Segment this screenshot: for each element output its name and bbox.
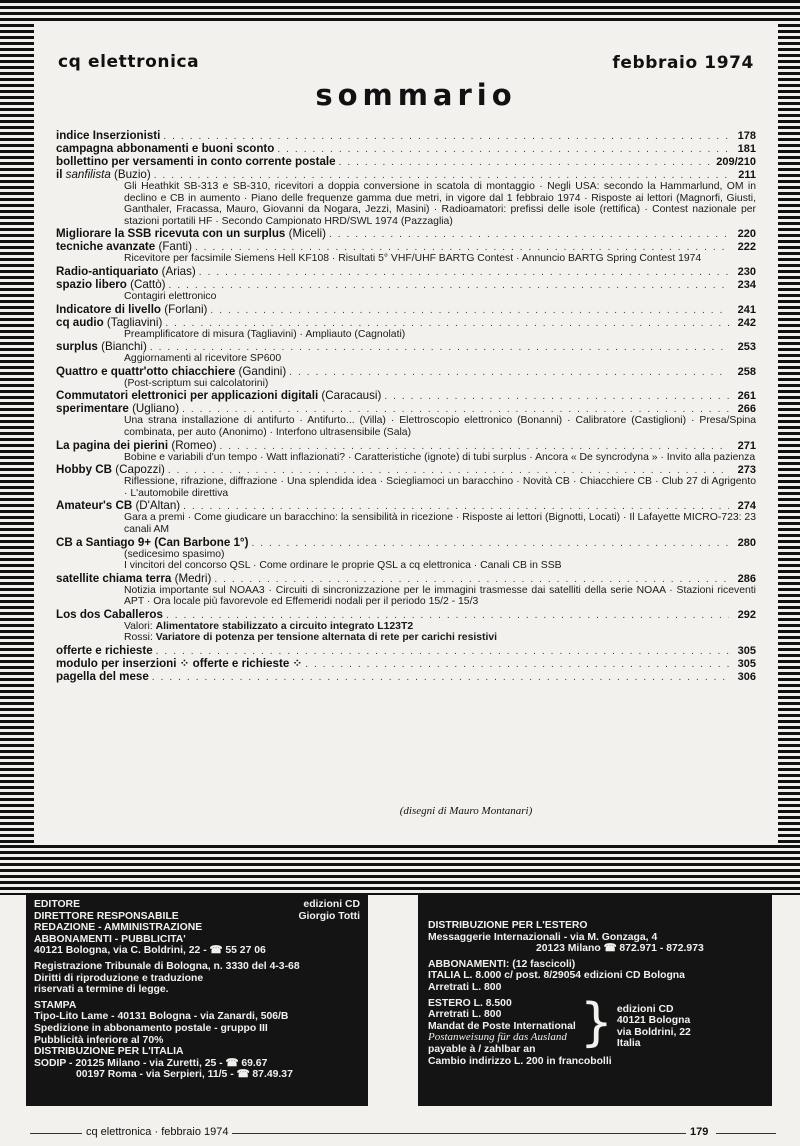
toc-entry-page: 230 [737, 265, 756, 278]
toc-entry-author: (Caracausi) [321, 389, 382, 403]
change-address-note: Cambio indirizzo L. 200 in francobolli [428, 1055, 612, 1067]
payable-to: payable à / zahlbar an [428, 1043, 536, 1055]
subscriptions-label: ABBONAMENTI: (12 fascicoli) [428, 958, 576, 970]
italy-price: ITALIA L. 8.000 c/ post. 8/29054 edizioni CD Bologna [428, 970, 685, 982]
toc-entry-description: Valori: Alimentatore stabilizzato a circuito integrato L123T2 [124, 620, 414, 632]
toc-entry-page: 211 [738, 169, 756, 181]
direttore-value: Giorgio Totti [298, 910, 360, 922]
editore-label: EDITORE [34, 899, 80, 910]
toc-entry-description: Una strana installazione di antifurto · Antifurto... (Villa) · Elettroscopio elettronico (Bonanni) · Calibratore (Castiglioni) · Presa/Spina combinata, per auto (Anonimo) · Interfono ultrasensibile (Sala) [124, 415, 756, 438]
toc-entry-title: La pagina dei pierini (Romeo) [56, 438, 217, 452]
publisher-country: Italia [616, 1038, 641, 1050]
toc-entry [56, 644, 756, 657]
toc-entry-page: 286 [737, 572, 756, 585]
toc-entry-page: 271 [737, 439, 756, 452]
toc-entry-page: 266 [737, 403, 756, 416]
toc-entry-title: pagella del mese [56, 670, 149, 684]
toc-entry-description: Notizia importante sul NOAA3 · Circuiti di sincronizzazione per le immagini trasmesse dai satelliti della serie NOAA · Stazioni riceventi APT · Ora locale più favorevole ed Effemeridi nodali per il periodo 15/2 - 15/3 [124, 584, 756, 608]
toc-entry [56, 278, 756, 303]
toc-entry-description: Gara a premi · Come giudicare un baracchino: la sensibilità in ricezione · Risposte ai lettori (Bignotti, Locati) · Il Lafayette MICRO-723: 23 canali AM [124, 512, 756, 535]
toc-entry-description: Ricevitore per facsimile Siemens Hell KF108 · Risultati 5° VHF/UHF BARTG Contest · Annuncio BARTG Spring Contest 1974 [124, 253, 702, 265]
toc-entry-description: Riflessione, rifrazione, diffrazione · Una splendida idea · Sciegliamoci un baracchino · Novità CB · Chiacchiere CB · Club 27 di Agrigento · L'automobile direttiva [124, 476, 756, 499]
editore-value: edizioni CD [303, 899, 360, 910]
dot-leader [219, 440, 729, 453]
page-number: 179 [686, 1126, 712, 1138]
toc-entry-title: Radio-antiquariato (Arias) [56, 264, 196, 278]
stripe-band-top [0, 0, 800, 22]
toc-entry-author: (Arias) [161, 264, 196, 278]
dot-leader [214, 573, 729, 586]
toc-entry [56, 657, 756, 670]
toc-entry-author: (Ugliano) [132, 402, 180, 416]
postal-shipping: Spedizione in abbonamento postale - gruppo III [34, 1022, 268, 1034]
stampa-value: Tipo-Lito Lame - 40131 Bologna - via Zanardi, 506/B [34, 1011, 289, 1023]
dot-leader [152, 671, 729, 684]
sodip-milano: SODIP - 20125 Milano - via Zuretti, 25 - ☎ 69.67 [34, 1057, 268, 1069]
toc-entry [56, 155, 756, 168]
publisher-name: edizioni CD [616, 1003, 674, 1015]
rights-line-2: riservati a termine di legge. [34, 984, 169, 996]
toc-entry-author: (Buzio) [114, 168, 151, 181]
toc-entry-page: 220 [737, 228, 756, 241]
toc-entry-author: (Gandini) [238, 364, 287, 378]
toc-entry-title: sperimentare (Ugliano) [56, 402, 180, 416]
toc-entry-title: Commutatori elettronici per applicazioni digitali (Caracausi) [56, 389, 382, 403]
italy-back-issues: Arretrati L. 800 [428, 981, 502, 993]
stampa-label: STAMPA [34, 999, 77, 1011]
colophon-left-box [26, 894, 368, 1106]
messaggerie-line-2: 20123 Milano ☎ 872.971 - 872.973 [536, 943, 704, 955]
toc-entry-page: 242 [737, 316, 756, 329]
redazione-line-1: REDAZIONE - AMMINISTRAZIONE [34, 922, 203, 934]
toc-entry-page: 305 [737, 658, 756, 671]
toc-entry-page: 241 [737, 303, 756, 316]
toc-entry [56, 499, 756, 535]
toc-entry [56, 389, 756, 402]
toc-entry-page: 261 [737, 390, 756, 403]
registration-note: Registrazione Tribunale di Bologna, n. 3330 del 4-3-68 [34, 960, 300, 972]
toc-entry [56, 168, 756, 227]
toc-entry [56, 265, 756, 278]
magazine-title: cq elettronica [58, 52, 200, 72]
toc-entry-description: Preamplificatore di misura (Tagliavini) · Ampliauto (Cagnolati) [124, 328, 406, 340]
distribution-abroad-label: DISTRIBUZIONE PER L'ESTERO [428, 920, 588, 931]
advertising-note: Pubblicità inferiore al 70% [34, 1034, 164, 1046]
toc-entry-author: (Cattò) [130, 277, 166, 291]
abroad-back-issues: Arretrati L. 800 [428, 1009, 502, 1021]
toc-entry-page: 209/210 [716, 156, 756, 168]
table-of-contents [56, 129, 756, 683]
toc-entry-title: il sanfilista (Buzio) [56, 168, 151, 181]
toc-entry-author: (Capozzi) [115, 463, 165, 477]
toc-entry [56, 142, 756, 155]
toc-entry-title: campagna abbonamenti e buoni sconto [56, 142, 275, 155]
toc-entry-page: 305 [737, 645, 756, 658]
dot-leader [251, 537, 729, 550]
toc-entry-author: (Romeo) [171, 438, 217, 452]
toc-entry-description: Contagiri elettronico [124, 290, 217, 302]
toc-entry-author: (Tagliavini) [106, 315, 163, 329]
brace-glyph: } [579, 992, 613, 1053]
toc-entry-page: 274 [737, 500, 756, 513]
toc-entry-author: (Bianchi) [101, 340, 147, 354]
toc-entry-page: 306 [737, 671, 756, 684]
toc-entry [56, 572, 756, 608]
toc-entry-title: Migliorare la SSB ricevuta con un surplus (Miceli) [56, 227, 326, 241]
toc-entry-description: (Post-scriptum sui calcolatorini) [124, 377, 269, 389]
toc-entry-title: bollettino per versamenti in conto corrente postale [56, 155, 336, 168]
colophon-right-box [418, 894, 772, 1106]
toc-entry [56, 402, 756, 438]
toc-entry-page: 280 [737, 536, 756, 549]
toc-entry-author: (D'Altan) [135, 499, 181, 513]
toc-entry [56, 608, 756, 644]
toc-entry-description: Gli Heathkit SB-313 e SB-310, ricevitori a doppia conversione in scatola di montaggio · Negli USA: secondo la Hammarlund, OM in declino e CB in aumento · Piano delle frequenze gamma due metri, in vigore dal 1 febbraio 1974 · Risposte ai lettori (Magnorfi, Giusti, Ganthaler, Fracassa, Mauro, Giovanni da Nogara, Jezzi, Masini) · Radioamatori: prefissi delle isole (rettifica) · Contest nazionale per stazioni portatili HF · Secondo Campionato HRD/SWL 1974 (Pazzaglia) [124, 181, 756, 227]
toc-entry-title: offerte e richieste [56, 644, 153, 658]
toc-entry-author: (Fanti) [158, 240, 192, 254]
rights-line-1: Diritti di riproduzione e traduzione [34, 972, 204, 984]
footer-text: cq elettronica · febbraio 1974 [82, 1126, 232, 1138]
toc-entry-page: 178 [737, 130, 756, 142]
toc-entry-page: 292 [737, 608, 756, 621]
toc-entry-description: Rossi: Variatore di potenza per tensione alternata di rete per carichi resistivi [124, 632, 498, 644]
issue-date: febbraio 1974 [612, 53, 754, 73]
toc-entry [56, 227, 756, 240]
publisher-street: via Boldrini, 22 [616, 1026, 691, 1038]
dot-leader [289, 366, 729, 379]
toc-entry-title: satellite chiama terra (Medri) [56, 571, 212, 585]
stripe-band-right [778, 0, 800, 845]
toc-entry-author: (Forlani) [164, 302, 208, 316]
abroad-price: ESTERO L. 8.500 [428, 997, 512, 1009]
editorial-address: 40121 Bologna, via C. Boldrini, 22 - ☎ 55 27 06 [34, 945, 266, 957]
dot-leader [169, 279, 729, 292]
stripe-band-left [0, 0, 34, 845]
toc-entry-title: Los dos Caballeros [56, 607, 163, 621]
toc-entry-author: (Miceli) [288, 227, 326, 241]
toc-entry-page: 253 [737, 341, 756, 354]
mandat-international: Mandat de Poste International [428, 1020, 576, 1032]
toc-entry-page: 222 [737, 241, 756, 254]
toc-entry-description: (sedicesimo spasimo) [124, 548, 225, 560]
toc-entry-page: 181 [737, 143, 756, 155]
toc-entry-description: Bobine e variabili d'un tempo · Watt inflazionati? · Caratteristiche (ignote) di tubi surplus · Ancora « De syncrodyna » · Invito alla pazienza [124, 451, 756, 463]
toc-entry [56, 670, 756, 683]
toc-entry [56, 316, 756, 341]
toc-entry-title: Amateur's CB (D'Altan) [56, 499, 181, 513]
toc-entry [56, 303, 756, 316]
toc-entry [56, 463, 756, 499]
toc-entry [56, 129, 756, 142]
toc-entry-title: surplus (Bianchi) [56, 340, 147, 354]
stripe-band-middle [0, 845, 800, 895]
toc-entry-title: indice Inserzionisti [56, 129, 161, 142]
toc-entry [56, 240, 756, 265]
toc-entry-title: Quattro e quattr'otto chiacchiere (Gandini) [56, 364, 287, 378]
page-footer [0, 1120, 800, 1146]
toc-entry-title: modulo per inserzioni ⁘ offerte e richieste ⁘ [56, 657, 303, 671]
toc-entry [56, 340, 756, 365]
sodip-roma: 00197 Roma - via Serpieri, 11/5 - ☎ 87.49.37 [76, 1069, 293, 1081]
publisher-city: 40121 Bologna [616, 1015, 691, 1027]
dot-leader [165, 317, 729, 330]
toc-entry-page: 273 [737, 464, 756, 477]
redazione-line-2: ABBONAMENTI - PUBBLICITA' [34, 933, 186, 945]
toc-entry-author: (Medri) [174, 571, 212, 585]
distribution-italy-label: DISTRIBUZIONE PER L'ITALIA [34, 1046, 184, 1058]
toc-entry-page: 258 [737, 365, 756, 378]
messaggerie-line-1: Messaggerie Internazionali - via M. Gonzaga, 4 [428, 931, 658, 943]
toc-entry-title: CB a Santiago 9+ (Can Barbone 1°) [56, 535, 249, 549]
toc-entry [56, 439, 756, 464]
toc-entry-description: Aggiornamenti al ricevitore SP600 [124, 353, 282, 365]
page-heading: sommario [315, 78, 517, 112]
toc-entry [56, 536, 756, 572]
toc-entry-title: Indicatore di livello (Forlani) [56, 302, 208, 316]
toc-entry-description: I vincitori del concorso QSL · Come ordinare le proprie QSL a cq elettronica · Canali CB in SSB [124, 560, 562, 572]
toc-entry-title: tecniche avanzate (Fanti) [56, 240, 192, 254]
illustration-credit: (disegni di Mauro Montanari) [399, 805, 533, 817]
contents-panel [34, 22, 778, 845]
direttore-label: DIRETTORE RESPONSABILE [34, 910, 179, 922]
postanweisung: Postanweisung für das Ausland [428, 1031, 567, 1044]
toc-entry-title: cq audio (Tagliavini) [56, 315, 163, 329]
toc-entry-page: 234 [737, 278, 756, 291]
toc-entry-title: spazio libero (Cattò) [56, 277, 166, 291]
toc-entry [56, 365, 756, 390]
toc-entry-title: Hobby CB (Capozzi) [56, 463, 165, 477]
